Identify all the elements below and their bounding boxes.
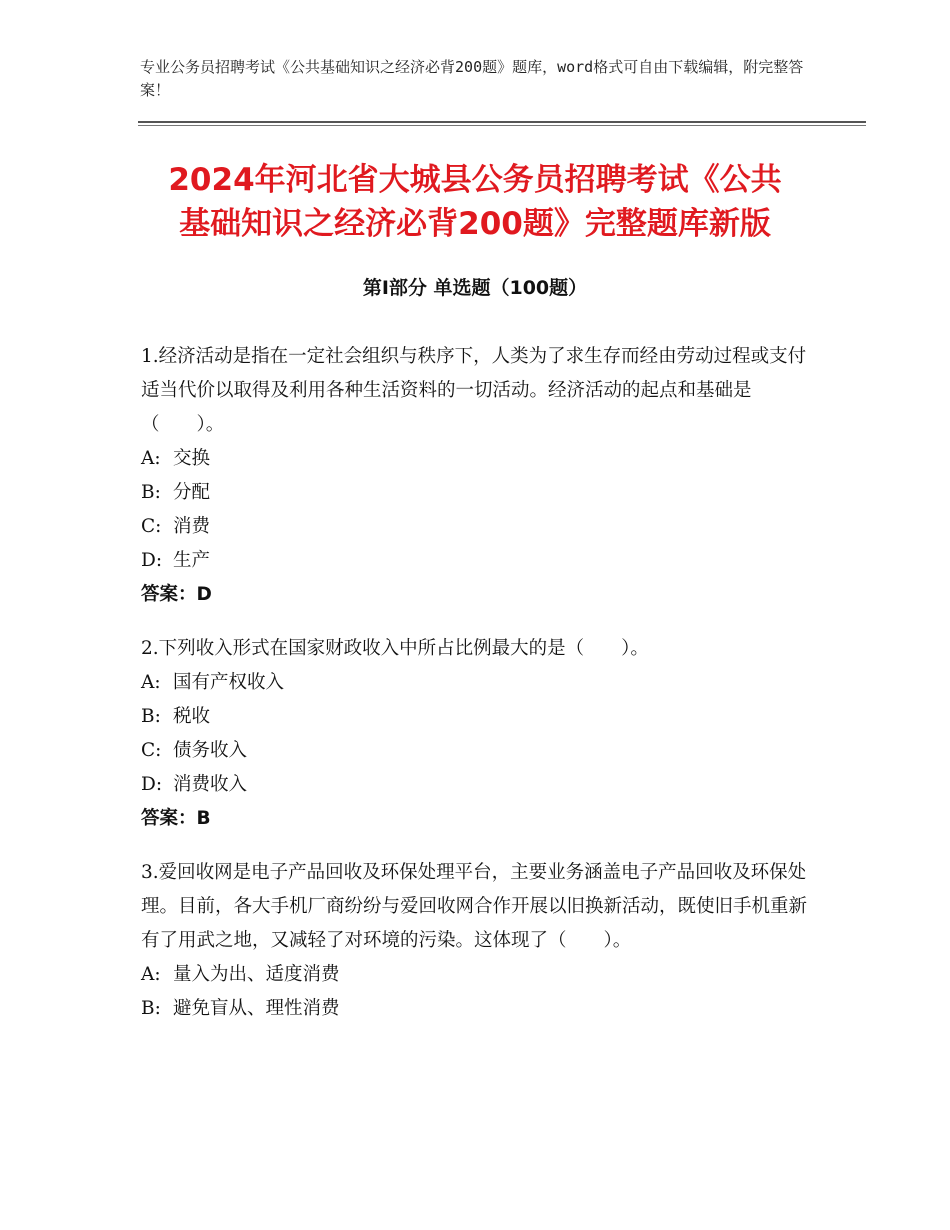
option-letter: D: <box>141 550 163 571</box>
question-stem: 2.下列收入形式在国家财政收入中所占比例最大的是（ ）。 <box>141 638 649 659</box>
option-letter: A: <box>141 672 161 693</box>
option-a <box>141 442 821 476</box>
option-b <box>141 700 821 734</box>
answer-line: 答案：B <box>141 808 211 829</box>
question-stem: 1.经济活动是指在一定社会组织与秩序下，人类为了求生存而经由劳动过程或支付适当代价以取得及利用各种生活资料的一切活动。经济活动的起点和基础是（ ）。 <box>141 346 807 435</box>
document-title <box>100 158 850 246</box>
option-letter: C: <box>141 516 162 537</box>
option-letter: B: <box>141 482 161 503</box>
option-letter: D: <box>141 774 163 795</box>
question-2 <box>141 632 821 836</box>
option-text: 债务收入 <box>173 740 248 761</box>
question-stem: 3.爱回收网是电子产品回收及环保处理平台，主要业务涵盖电子产品回收及环保处理。目前，各大手机厂商纷纷与爱回收网合作开展以旧换新活动，既使旧手机重新有了用武之地，又减轻了对环境的污染。这体现了（ ）。 <box>141 862 808 951</box>
option-d <box>141 544 821 578</box>
option-text: 税收 <box>173 706 211 727</box>
option-b <box>141 476 821 510</box>
option-letter: B: <box>141 706 161 727</box>
document-title-line-2: 基础知识之经济必背200题》完整题库新版 <box>179 206 771 242</box>
option-c <box>141 734 821 768</box>
option-text: 国有产权收入 <box>173 672 285 693</box>
option-d <box>141 768 821 802</box>
option-b <box>141 992 821 1026</box>
question-3 <box>141 856 821 1026</box>
question-list <box>141 340 821 1046</box>
option-letter: A: <box>141 448 161 469</box>
option-a <box>141 958 821 992</box>
option-letter: A: <box>141 964 161 985</box>
option-text: 消费 <box>173 516 211 537</box>
document-title-line-1: 2024年河北省大城县公务员招聘考试《公共 <box>168 162 782 198</box>
option-text: 量入为出、适度消费 <box>173 964 340 985</box>
option-a <box>141 666 821 700</box>
question-1 <box>141 340 821 612</box>
option-text: 避免盲从、理性消费 <box>173 998 340 1019</box>
option-letter: C: <box>141 740 162 761</box>
header-note: 专业公务员招聘考试《公共基础知识之经济必背200题》题库，word格式可自由下载编辑，附完整答案！ <box>140 58 804 99</box>
option-text: 消费收入 <box>173 774 248 795</box>
header-rule-thin <box>138 125 866 126</box>
option-text: 交换 <box>173 448 211 469</box>
section-heading: 第Ⅰ部分 单选题（100题） <box>362 277 588 299</box>
answer-line: 答案：D <box>141 584 212 605</box>
header-rule-thick <box>138 121 866 123</box>
option-text: 生产 <box>173 550 211 571</box>
option-letter: B: <box>141 998 161 1019</box>
option-c <box>141 510 821 544</box>
option-text: 分配 <box>173 482 211 503</box>
